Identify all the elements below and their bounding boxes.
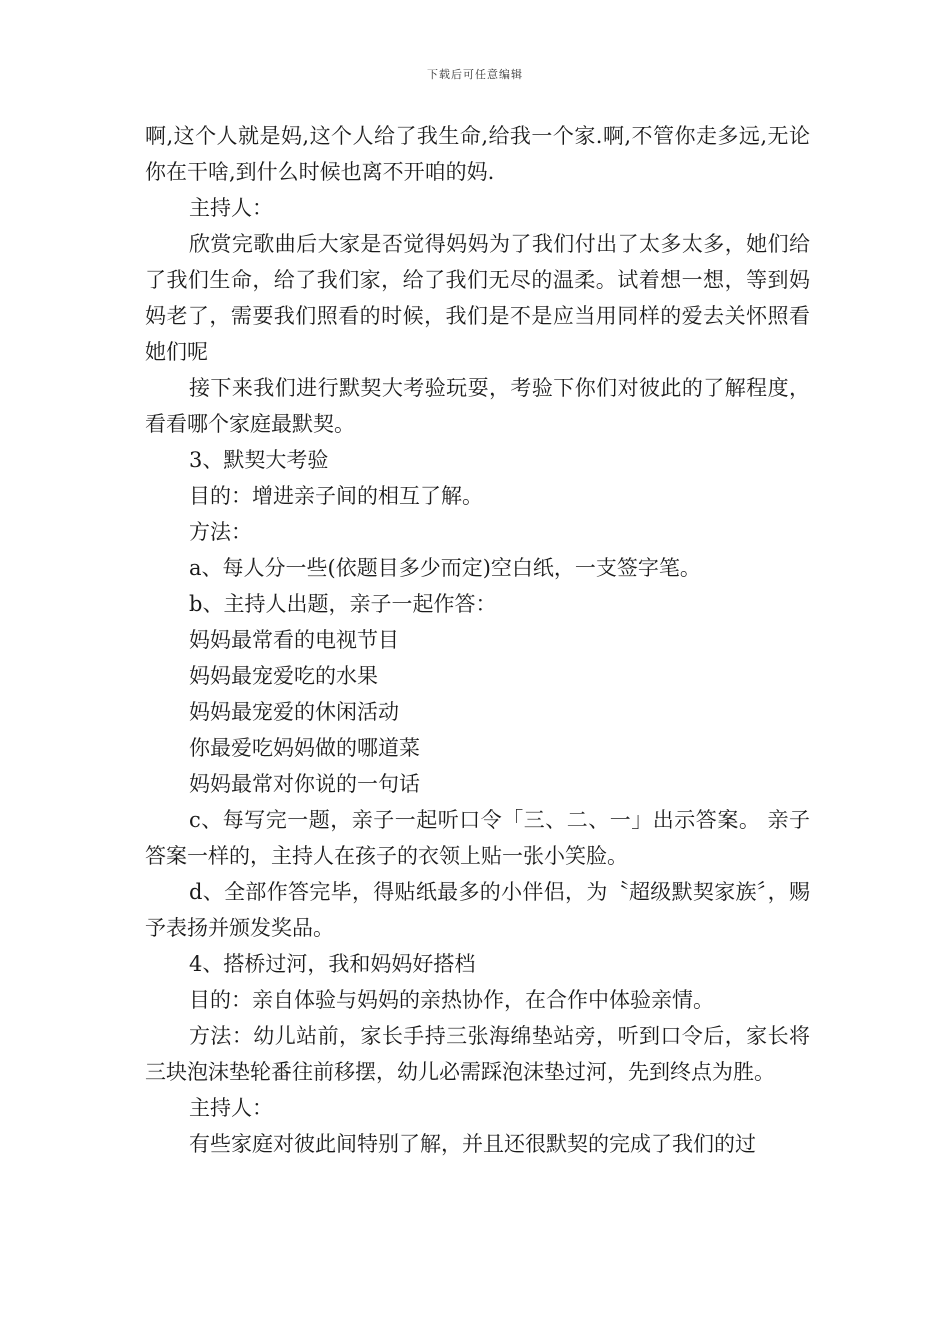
question-item: 妈妈最宠爱吃的水果 [189, 664, 378, 688]
paragraph: 欣赏完歌曲后大家是否觉得妈妈为了我们付出了太多太多，她们给了我们生命，给了我们家，给了我们无尽的温柔。试着想一想，等到妈妈老了，需要我们照看的时候，我们是不是应当用同样的爱去关怀照看她们呢 [145, 232, 810, 364]
list-item: c、每写完一题，亲子一起听口令「三、二、一」出示答案。 亲子答案一样的，主持人在孩子的衣领上贴一张小笑脸。 [145, 808, 810, 868]
list-item: b、主持人出题，亲子一起作答： [189, 592, 497, 616]
question-item: 妈妈最常看的电视节目 [189, 628, 399, 652]
paragraph: 主持人： [189, 1096, 273, 1120]
page-header: 下载后可任意编辑 [427, 68, 523, 81]
paragraph: 方法： [189, 520, 252, 544]
section-heading: 3、默契大考验 [189, 448, 329, 472]
paragraph: 有些家庭对彼此间特别了解，并且还很默契的完成了我们的过 [189, 1132, 756, 1156]
paragraph: 接下来我们进行默契大考验玩耍，考验下你们对彼此的了解程度，看看哪个家庭最默契。 [145, 376, 810, 436]
paragraph: 啊,这个人就是妈,这个人给了我生命,给我一个家.啊,不管你走多远,无论你在干啥,到什么时候也离不开咱的妈. [145, 124, 810, 184]
document-body [145, 118, 810, 1162]
question-item: 你最爱吃妈妈做的哪道菜 [189, 736, 420, 760]
paragraph: 目的：亲自体验与妈妈的亲热协作，在合作中体验亲情。 [189, 988, 714, 1012]
list-item: d、全部作答完毕，得贴纸最多的小伴侣，为〝超级默契家族〞，赐予表扬并颁发奖品。 [145, 880, 810, 940]
paragraph: 目的：增进亲子间的相互了解。 [189, 484, 483, 508]
paragraph: 方法：幼儿站前，家长手持三张海绵垫站旁，听到口令后，家长将三块泡沫垫轮番往前移摆，幼儿必需踩泡沫垫过河，先到终点为胜。 [145, 1024, 810, 1084]
paragraph: 主持人： [189, 196, 273, 220]
list-item: a、每人分一些(依题目多少而定)空白纸，一支签字笔。 [189, 556, 701, 580]
section-heading: 4、搭桥过河，我和妈妈好搭档 [189, 952, 476, 976]
question-item: 妈妈最常对你说的一句话 [189, 772, 420, 796]
question-item: 妈妈最宠爱的休闲活动 [189, 700, 399, 724]
